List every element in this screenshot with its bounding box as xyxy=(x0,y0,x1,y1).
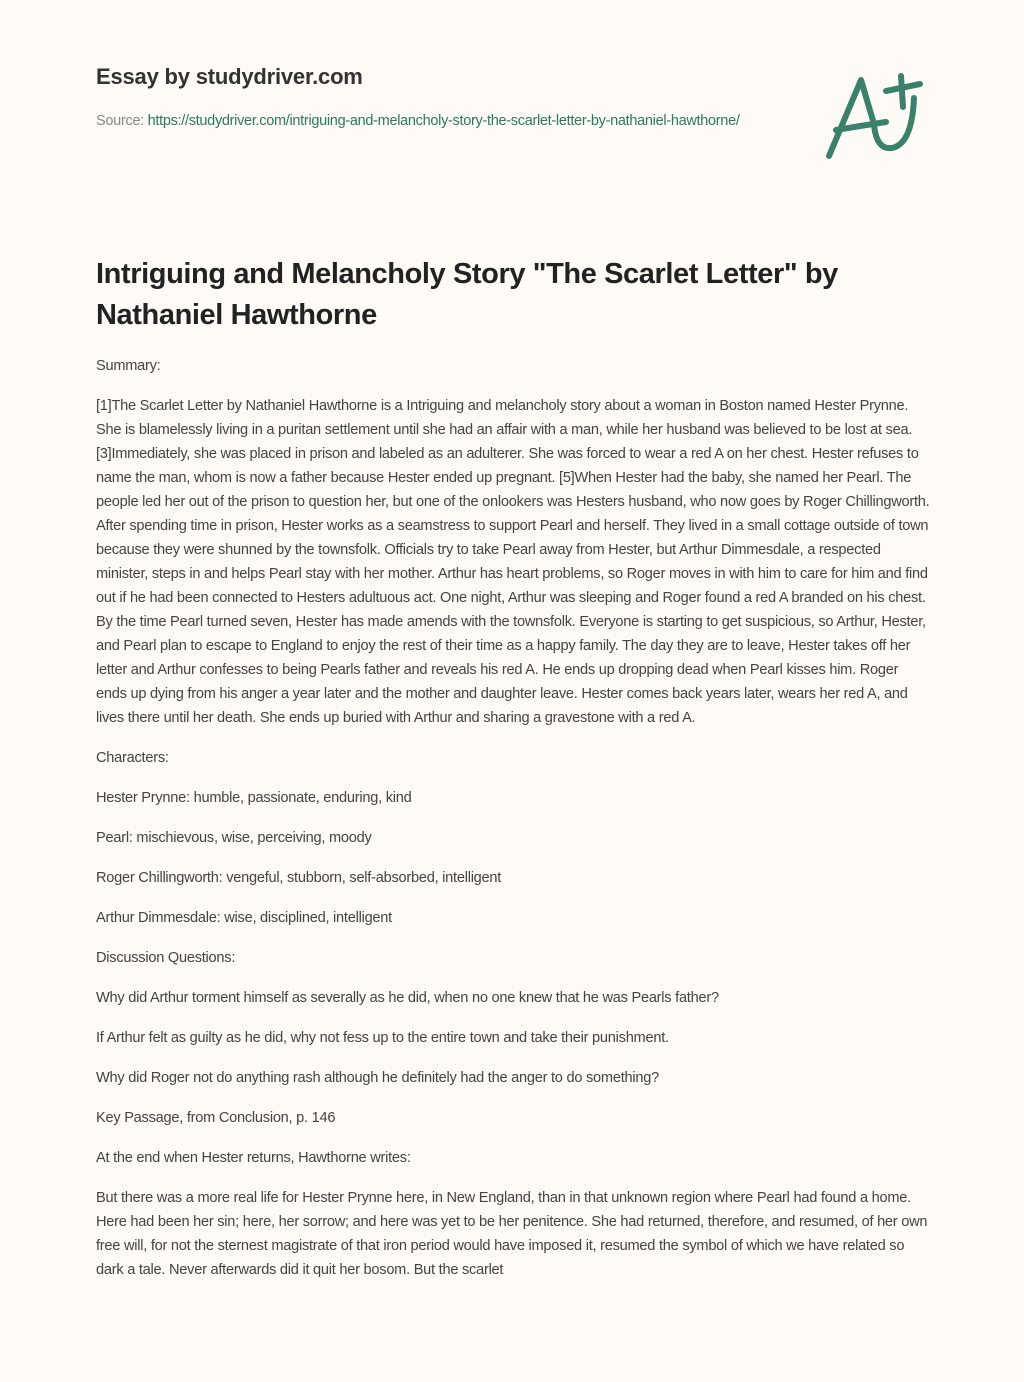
paragraph: Why did Roger not do anything rash although he definitely had the anger to do something? xyxy=(96,1070,659,1086)
source-label: Source: xyxy=(96,113,148,129)
paragraph: Pearl: mischievous, wise, perceiving, moody xyxy=(96,830,372,846)
paragraph: But there was a more real life for Hester Prynne here, in New England, than in that unknown region where Pearl had found a home. Here had been her sin; here, her sorrow; and here was yet to be her penitence. She had returned, therefore, and resumed, of her own free will, for not the sternest magistrate of that iron period would have imposed it, resumed the symbol of which we have related so dark a tale. Never afterwards did it quit her bosom. But the scarlet xyxy=(96,1190,928,1278)
paragraph: At the end when Hester returns, Hawthorne writes: xyxy=(96,1150,411,1166)
paragraph: Roger Chillingworth: vengeful, stubborn, self-absorbed, intelligent xyxy=(96,870,502,886)
essay-title: Intriguing and Melancholy Story "The Scarlet Letter" by Nathaniel Hawthorne xyxy=(96,258,838,331)
source-line xyxy=(96,109,756,133)
paragraph: Why did Arthur torment himself as severally as he did, when no one knew that he was Pearls father? xyxy=(96,990,719,1006)
a-plus-logo-icon xyxy=(810,60,940,170)
paragraph: Summary: xyxy=(96,358,161,374)
paragraph: Key Passage, from Conclusion, p. 146 xyxy=(96,1110,336,1126)
site-title: Essay by studydriver.com xyxy=(96,64,363,89)
paragraph: If Arthur felt as guilty as he did, why not fess up to the entire town and take their punishment. xyxy=(96,1030,669,1046)
essay-body xyxy=(96,354,932,1298)
source-link[interactable]: https://studydriver.com/intriguing-and-melancholy-story-the-scarlet-letter-by-nathaniel-hawthorne/ xyxy=(147,113,740,129)
paragraph: Discussion Questions: xyxy=(96,950,236,966)
paragraph: [1]The Scarlet Letter by Nathaniel Hawthorne is a Intriguing and melancholy story about a woman in Boston named Hester Prynne. She is blamelessly living in a puritan settlement until she had an affair with a man, while her husband was believed to be lost at sea. [3]Immediately, she was placed in prison and labeled as an adulterer. She was forced to wear a red A on her chest. Hester refuses to name the man, whom is now a father because Hester ended up pregnant. [5]When Hester had the baby, she named her Pearl. The people led her out of the prison to question her, but one of the onlookers was Hesters husband, who now goes by Roger Chillingworth. After spending time in prison, Hester works as a seamstress to support Pearl and herself. They lived in a small cottage outside of town because they were shunned by the townsfolk. Officials try to take Pearl away from Hester, but Arthur Dimmesdale, a respected minister, steps in and helps Pearl stay with her mother. Arthur has heart problems, so Roger moves in with him to care for him and find out if he had been connected to Hesters adultuous act. One night, Arthur was sleeping and Roger found a red A branded on his chest. By the time Pearl turned seven, Hester has made amends with the townsfolk. Everyone is starting to get suspicious, so Arthur, Hester, and Pearl plan to escape to England to enjoy the rest of their time as a happy family. The day they are to leave, Hester takes off her letter and Arthur confesses to being Pearls father and reveals his red A. He ends up dropping dead when Pearl kisses him. Roger ends up dying from his anger a year later and the mother and daughter leave. Hester comes back years later, wears her red A, and lives there until her death. She ends up buried with Arthur and sharing a gravestone with a red A. xyxy=(96,398,930,726)
paragraph: Arthur Dimmesdale: wise, disciplined, intelligent xyxy=(96,910,392,926)
paragraph: Hester Prynne: humble, passionate, enduring, kind xyxy=(96,790,412,806)
paragraph: Characters: xyxy=(96,750,169,766)
